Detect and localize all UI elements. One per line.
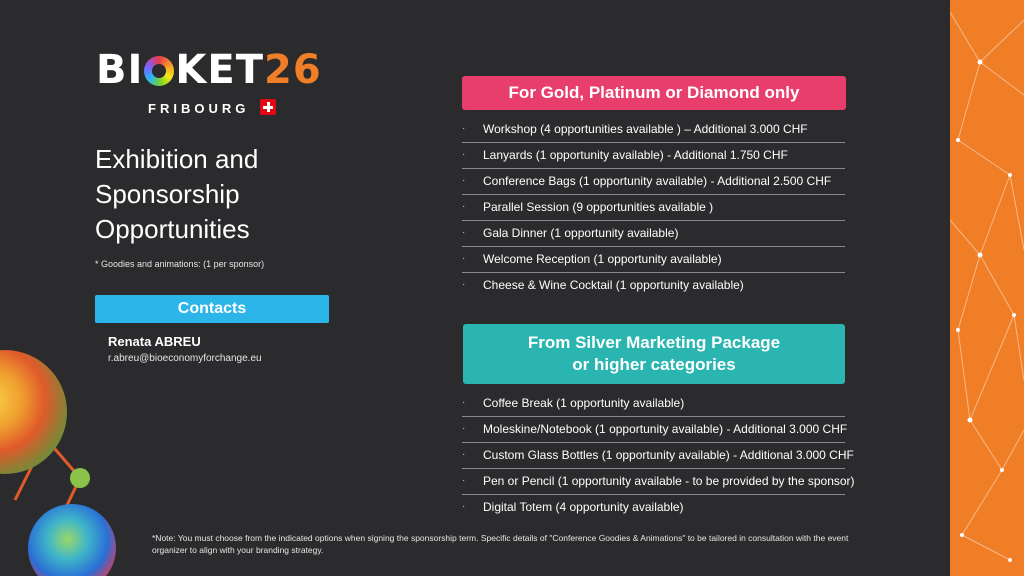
logo-o-icon bbox=[144, 56, 174, 86]
list-item bbox=[462, 274, 892, 300]
option-label: Pen or Pencil (1 opportunity available - to be provided by the sponsor) bbox=[483, 474, 855, 488]
bullet: · bbox=[462, 279, 466, 290]
list-item bbox=[462, 444, 892, 470]
contact-email-link[interactable]: r.abreu@bioeconomyforchange.eu bbox=[108, 353, 262, 364]
list-item bbox=[462, 196, 892, 222]
list-item bbox=[462, 170, 892, 196]
list-item bbox=[462, 496, 892, 522]
logo-text-bi: BI bbox=[96, 47, 144, 93]
bullet: · bbox=[462, 227, 466, 238]
contact-name: Renata ABREU bbox=[108, 334, 201, 349]
footnote: *Note: You must choose from the indicated options when signing the sponsorship term. Specific details of "Conference Goodies & Animations" to be tailored in consultation with the event organizer to align with your branding strategy. bbox=[152, 533, 849, 555]
swiss-flag-icon bbox=[260, 99, 276, 115]
option-label: Moleskine/Notebook (1 opportunity available) - Additional 3.000 CHF bbox=[483, 422, 848, 436]
bullet: · bbox=[462, 175, 466, 186]
logo-text-ket: KET bbox=[175, 47, 264, 93]
bullet: · bbox=[462, 123, 466, 134]
list-item bbox=[462, 144, 892, 170]
bullet: · bbox=[462, 475, 466, 486]
bullet: · bbox=[462, 201, 466, 212]
gold-section-banner: For Gold, Platinum or Diamond only bbox=[462, 76, 846, 110]
silver-banner-line-1: From Silver Marketing Package bbox=[527, 333, 781, 352]
list-item bbox=[462, 470, 892, 496]
title-line-1: Exhibition and bbox=[95, 144, 259, 174]
network-graphic bbox=[950, 0, 1024, 576]
bullet: · bbox=[462, 423, 466, 434]
option-label: Parallel Session (9 opportunities available ) bbox=[483, 200, 714, 214]
option-label: Workshop (4 opportunities available ) – Additional 3.000 CHF bbox=[483, 122, 808, 136]
logo-location: FRIBOURG bbox=[148, 101, 250, 116]
orange-network-panel bbox=[950, 0, 1024, 576]
list-item bbox=[462, 248, 892, 274]
logo-text-year: 26 bbox=[263, 47, 322, 93]
silver-banner-line-2: or higher categories bbox=[572, 355, 736, 374]
title-line-2: Sponsorship bbox=[95, 179, 240, 209]
option-label: Welcome Reception (1 opportunity available) bbox=[483, 252, 722, 266]
option-label: Cheese & Wine Cocktail (1 opportunity available) bbox=[483, 278, 744, 292]
logo-wordmark bbox=[96, 48, 322, 92]
gold-options-list bbox=[462, 118, 892, 300]
option-label: Custom Glass Bottles (1 opportunity available) - Additional 3.000 CHF bbox=[483, 448, 854, 462]
bullet: · bbox=[462, 501, 466, 512]
option-label: Gala Dinner (1 opportunity available) bbox=[483, 226, 679, 240]
bullet: · bbox=[462, 449, 466, 460]
bullet: · bbox=[462, 253, 466, 264]
option-label: Conference Bags (1 opportunity available) - Additional 2.500 CHF bbox=[483, 174, 832, 188]
page-title bbox=[95, 142, 375, 247]
list-item bbox=[462, 418, 892, 444]
goodies-note: * Goodies and animations: (1 per sponsor) bbox=[95, 259, 265, 269]
bullet: · bbox=[462, 397, 466, 408]
silver-section-banner bbox=[463, 324, 845, 384]
list-item bbox=[462, 118, 892, 144]
option-label: Lanyards (1 opportunity available) - Additional 1.750 CHF bbox=[483, 148, 788, 162]
option-label: Coffee Break (1 opportunity available) bbox=[483, 396, 685, 410]
title-line-3: Opportunities bbox=[95, 214, 250, 244]
list-item bbox=[462, 222, 892, 248]
contacts-banner: Contacts bbox=[95, 295, 329, 323]
silver-options-list bbox=[462, 392, 892, 522]
decorative-spheres bbox=[0, 340, 120, 576]
list-item bbox=[462, 392, 892, 418]
bullet: · bbox=[462, 149, 466, 160]
option-label: Digital Totem (4 opportunity available) bbox=[483, 500, 684, 514]
bioket-logo bbox=[96, 48, 336, 118]
